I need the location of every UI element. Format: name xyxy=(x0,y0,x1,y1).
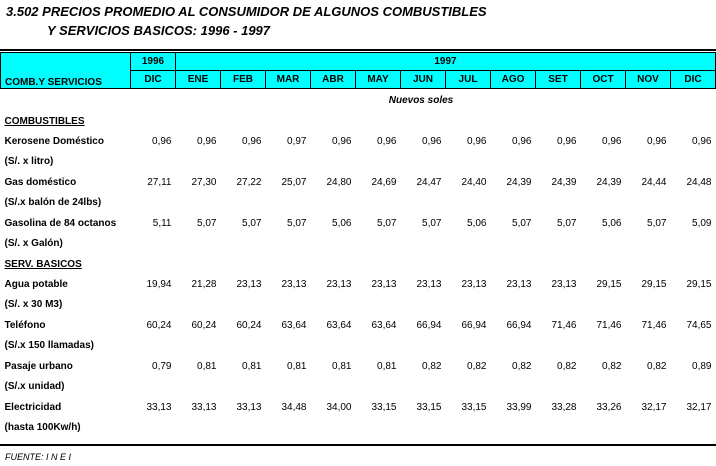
price-cell: 33,15 xyxy=(416,401,442,413)
price-cell: 0,79 xyxy=(152,360,172,372)
price-cell: 5,11 xyxy=(152,217,172,229)
price-cell: 63,64 xyxy=(326,319,352,331)
section-combustibles: COMBUSTIBLES xyxy=(4,115,85,127)
price-cell: 34,00 xyxy=(326,401,352,413)
price-cell: 19,94 xyxy=(146,278,172,290)
price-cell: 71,46 xyxy=(641,319,667,331)
price-cell: 0,81 xyxy=(242,360,262,372)
price-cell: 23,13 xyxy=(461,278,487,290)
price-cell: 0,89 xyxy=(692,360,712,372)
table-row-unit xyxy=(1,234,716,255)
price-cell: 5,07 xyxy=(377,217,397,229)
price-cell: 5,07 xyxy=(512,217,532,229)
row-unit: (S/. x 30 M3) xyxy=(4,299,63,311)
table-row-unit xyxy=(1,336,716,357)
header-month: JUN xyxy=(401,71,446,89)
table-title-line2: Y SERVICIOS BASICOS: 1996 - 1997 xyxy=(47,23,271,38)
row-name: Gas doméstico xyxy=(4,176,77,188)
price-cell: 34,48 xyxy=(281,401,307,413)
price-cell: 0,96 xyxy=(332,135,352,147)
price-cell: 5,09 xyxy=(692,217,712,229)
row-unit-filler xyxy=(131,377,716,398)
price-cell: 24,39 xyxy=(596,176,622,188)
table-row-unit xyxy=(1,152,716,173)
table-row xyxy=(1,213,716,234)
section-row xyxy=(1,111,716,131)
section-servicios: SERV. BASICOS xyxy=(4,258,82,270)
row-unit: (S/.x balón de 24lbs) xyxy=(4,197,102,209)
price-cell: 0,82 xyxy=(467,360,487,372)
table-row-unit xyxy=(1,377,716,398)
price-cell: 60,24 xyxy=(146,319,172,331)
table-row-unit xyxy=(1,295,716,316)
price-cell: 32,17 xyxy=(641,401,667,413)
price-cell: 66,94 xyxy=(506,319,532,331)
price-cell: 0,96 xyxy=(422,135,442,147)
price-cell: 63,64 xyxy=(371,319,397,331)
header-month: ABR xyxy=(311,71,356,89)
price-cell: 0,81 xyxy=(332,360,352,372)
price-cell: 33,13 xyxy=(146,401,172,413)
header-year-1997: 1997 xyxy=(176,53,716,71)
price-cell: 33,15 xyxy=(371,401,397,413)
price-cell: 5,07 xyxy=(287,217,307,229)
price-cell: 5,07 xyxy=(242,217,262,229)
price-cell: 0,81 xyxy=(287,360,307,372)
header-month: DIC xyxy=(131,71,176,89)
header-month: MAY xyxy=(356,71,401,89)
price-cell: 24,40 xyxy=(461,176,487,188)
price-cell: 5,07 xyxy=(422,217,442,229)
row-name: Kerosene Doméstico xyxy=(4,135,104,147)
price-cell: 0,82 xyxy=(422,360,442,372)
price-cell: 21,28 xyxy=(191,278,217,290)
price-cell: 33,28 xyxy=(551,401,577,413)
price-cell: 0,96 xyxy=(152,135,172,147)
price-cell: 0,82 xyxy=(512,360,532,372)
price-cell: 27,30 xyxy=(191,176,217,188)
price-cell: 63,64 xyxy=(281,319,307,331)
header-month: JUL xyxy=(446,71,491,89)
price-cell: 60,24 xyxy=(236,319,262,331)
price-cell: 0,96 xyxy=(647,135,667,147)
row-name: Pasaje urbano xyxy=(4,360,73,372)
price-cell: 0,81 xyxy=(197,360,217,372)
price-cell: 33,99 xyxy=(506,401,532,413)
price-cell: 23,13 xyxy=(236,278,262,290)
price-cell: 29,15 xyxy=(596,278,622,290)
table-row xyxy=(1,172,716,193)
price-cell: 71,46 xyxy=(596,319,622,331)
price-cell: 71,46 xyxy=(551,319,577,331)
price-cell: 0,81 xyxy=(377,360,397,372)
price-cell: 24,47 xyxy=(416,176,442,188)
row-unit-filler xyxy=(131,418,716,439)
price-cell: 23,13 xyxy=(506,278,532,290)
price-cell: 27,11 xyxy=(147,176,172,188)
section-row xyxy=(1,254,716,274)
price-cell: 23,13 xyxy=(416,278,442,290)
price-cell: 33,26 xyxy=(596,401,622,413)
price-cell: 33,13 xyxy=(191,401,217,413)
price-cell: 0,82 xyxy=(647,360,667,372)
price-cell: 29,15 xyxy=(686,278,712,290)
price-cell: 25,07 xyxy=(281,176,307,188)
row-unit: (S/.x unidad) xyxy=(4,381,65,393)
row-name: Gasolina de 84 octanos xyxy=(4,217,117,229)
price-cell: 0,96 xyxy=(197,135,217,147)
price-cell: 29,15 xyxy=(641,278,667,290)
header-month: ENE xyxy=(176,71,221,89)
price-cell: 0,82 xyxy=(602,360,622,372)
bottom-rule xyxy=(0,444,716,446)
price-cell: 0,96 xyxy=(692,135,712,147)
unit-label: Nuevos soles xyxy=(388,94,454,106)
row-unit-filler xyxy=(131,234,716,255)
header-label: COMB.Y SERVICIOS xyxy=(1,53,131,89)
top-rule xyxy=(0,49,716,51)
price-cell: 60,24 xyxy=(191,319,217,331)
price-cell: 0,96 xyxy=(377,135,397,147)
price-cell: 5,07 xyxy=(197,217,217,229)
price-cell: 5,06 xyxy=(332,217,352,229)
header-month: AGO xyxy=(491,71,536,89)
price-cell: 5,06 xyxy=(467,217,487,229)
price-cell: 0,96 xyxy=(467,135,487,147)
row-unit: (hasta 100Kw/h) xyxy=(4,422,81,434)
row-unit: (S/. x litro) xyxy=(4,156,54,168)
header-month: DIC xyxy=(671,71,716,89)
price-cell: 24,39 xyxy=(551,176,577,188)
price-cell: 23,13 xyxy=(281,278,307,290)
row-unit-filler xyxy=(131,295,716,316)
price-cell: 23,13 xyxy=(371,278,397,290)
price-cell: 5,06 xyxy=(602,217,622,229)
table-row xyxy=(1,315,716,336)
row-name: Electricidad xyxy=(4,401,62,413)
row-unit-filler xyxy=(131,193,716,214)
price-cell: 0,96 xyxy=(512,135,532,147)
table-title-line1: 3.502 PRECIOS PROMEDIO AL CONSUMIDOR DE ALGUNOS COMBUSTIBLES xyxy=(6,4,487,19)
table-row xyxy=(1,274,716,295)
price-cell: 32,17 xyxy=(686,401,712,413)
price-cell: 74,65 xyxy=(686,319,712,331)
row-unit-filler xyxy=(131,152,716,173)
row-name: Teléfono xyxy=(4,319,46,331)
header-month: MAR xyxy=(266,71,311,89)
header-month: SET xyxy=(536,71,581,89)
prices-table xyxy=(0,52,716,438)
price-cell: 5,07 xyxy=(647,217,667,229)
table-row xyxy=(1,131,716,152)
row-unit-filler xyxy=(131,336,716,357)
unit-row xyxy=(1,89,716,112)
price-cell: 24,69 xyxy=(371,176,397,188)
table-row xyxy=(1,356,716,377)
row-unit: (S/.x 150 llamadas) xyxy=(4,340,94,352)
header-month: OCT xyxy=(581,71,626,89)
price-cell: 33,13 xyxy=(236,401,262,413)
table-row xyxy=(1,397,716,418)
header-month: NOV xyxy=(626,71,671,89)
table-row-unit xyxy=(1,193,716,214)
price-cell: 0,82 xyxy=(557,360,577,372)
table-row-unit xyxy=(1,418,716,439)
price-cell: 66,94 xyxy=(416,319,442,331)
price-cell: 0,97 xyxy=(287,135,307,147)
price-cell: 0,96 xyxy=(557,135,577,147)
price-cell: 27,22 xyxy=(236,176,262,188)
price-cell: 0,96 xyxy=(602,135,622,147)
price-cell: 23,13 xyxy=(326,278,352,290)
price-cell: 0,96 xyxy=(242,135,262,147)
price-cell: 5,07 xyxy=(557,217,577,229)
price-cell: 66,94 xyxy=(461,319,487,331)
price-cell: 33,15 xyxy=(461,401,487,413)
price-cell: 24,80 xyxy=(326,176,352,188)
row-name: Agua potable xyxy=(4,278,68,290)
source-note: FUENTE: I N E I xyxy=(5,452,72,462)
price-cell: 23,13 xyxy=(551,278,577,290)
row-unit: (S/. x Galón) xyxy=(4,238,63,250)
header-year-1996: 1996 xyxy=(131,53,176,71)
header-month: FEB xyxy=(221,71,266,89)
price-cell: 24,39 xyxy=(506,176,532,188)
header-row-years xyxy=(1,53,716,71)
price-cell: 24,44 xyxy=(641,176,667,188)
price-cell: 24,48 xyxy=(686,176,712,188)
